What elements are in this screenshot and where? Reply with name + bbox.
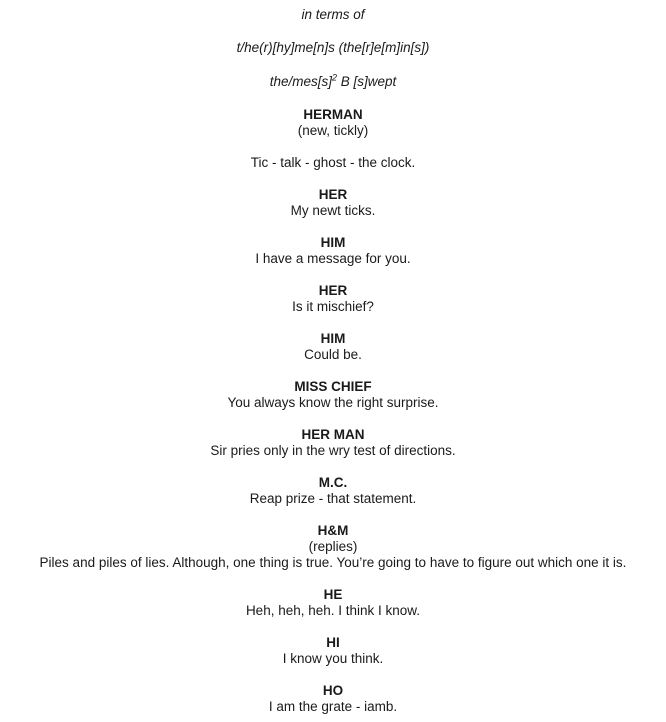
dialogue-line: Reap prize - that statement. bbox=[249, 491, 417, 506]
stage-direction: (replies) bbox=[308, 539, 358, 554]
speaker-name: HER MAN bbox=[301, 427, 365, 442]
dialogue-line: Heh, heh, heh. I think I know. bbox=[245, 603, 421, 618]
intro-line-2: t/he(r)[hy]me[n]s (the[r]e[m]in[s]) bbox=[236, 40, 430, 55]
intro-line-3-pre: the/mes[s] bbox=[269, 74, 332, 89]
dialogue-line: You always know the right surprise. bbox=[227, 395, 439, 410]
intro-line-1: in terms of bbox=[301, 7, 365, 22]
speaker-name: M.C. bbox=[318, 475, 348, 490]
dialogue-line: I know you think. bbox=[282, 651, 384, 666]
speaker-name: HI bbox=[326, 635, 340, 650]
intro-line-3-post: B [s]wept bbox=[337, 74, 397, 89]
speaker-name: HER bbox=[318, 187, 348, 202]
speaker-name: HE bbox=[323, 587, 343, 602]
dialogue-line: I am the grate - iamb. bbox=[268, 699, 398, 714]
dialogue-line: Sir pries only in the wry test of directions. bbox=[210, 443, 456, 458]
speaker-name: HERMAN bbox=[303, 107, 363, 122]
speaker-name: H&M bbox=[317, 523, 349, 538]
dialogue-line: My newt ticks. bbox=[290, 203, 376, 218]
intro-line-3-superscript: 2 bbox=[331, 72, 337, 83]
stage-direction: (new, tickly) bbox=[297, 123, 369, 138]
intro-line-3 bbox=[0, 74, 666, 90]
speaker-name: HER bbox=[318, 283, 348, 298]
speaker-name: HO bbox=[322, 683, 344, 698]
dialogue-line: Is it mischief? bbox=[292, 299, 374, 314]
speaker-name: HIM bbox=[320, 235, 346, 250]
dialogue-line: Piles and piles of lies. Although, one thing is true. You’re going to have to figure out which one it is. bbox=[39, 555, 627, 570]
dialogue-line: Tic - talk - ghost - the clock. bbox=[250, 155, 416, 170]
speaker-name: HIM bbox=[320, 331, 346, 346]
dialogue-line: Could be. bbox=[304, 347, 362, 362]
speaker-name: MISS CHIEF bbox=[294, 379, 372, 394]
dialogue-line: I have a message for you. bbox=[255, 251, 411, 266]
